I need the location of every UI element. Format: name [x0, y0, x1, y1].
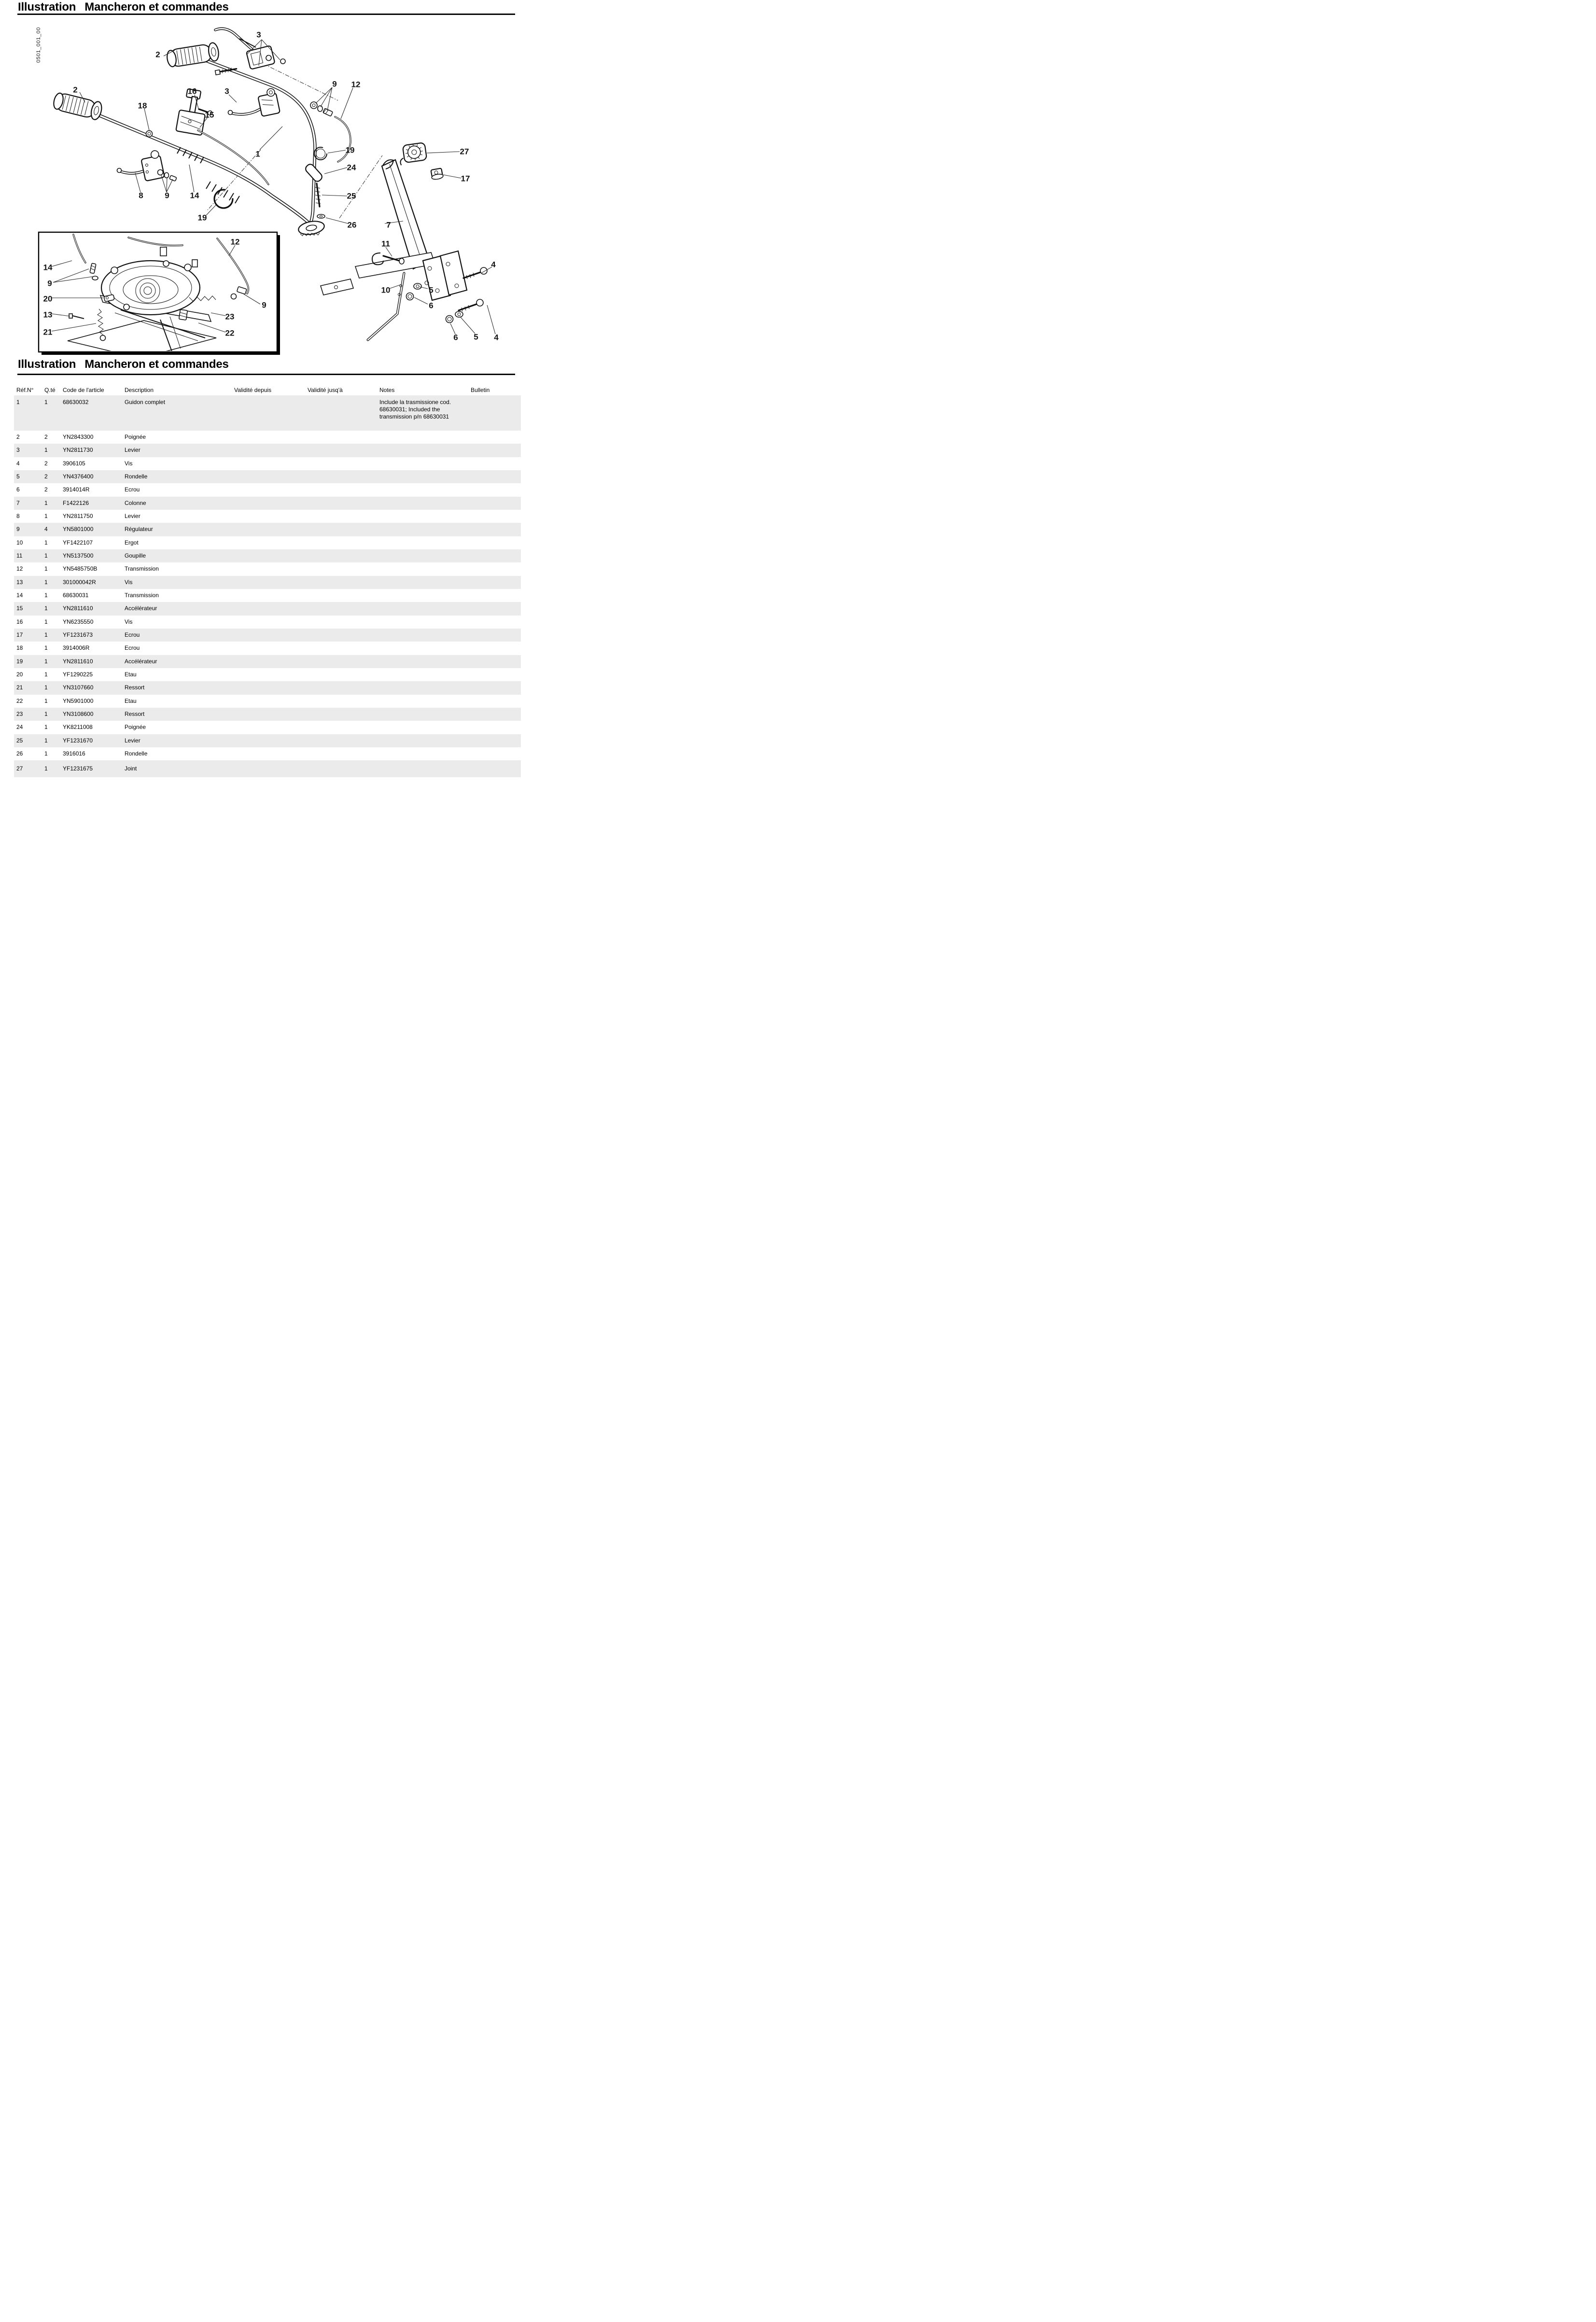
table-cell: 1: [44, 657, 48, 665]
table-cell: YF1231675: [63, 765, 93, 772]
lower-handle-parts: [297, 163, 325, 238]
table-cell: YN3107660: [63, 684, 94, 691]
table-cell: 1: [44, 644, 48, 652]
grip-left: [52, 91, 103, 121]
table-cell: 2: [44, 434, 48, 441]
table-cell: 23: [16, 711, 23, 718]
callout-number: 2: [155, 50, 160, 59]
table-cell: 1: [44, 605, 48, 612]
handlebar-tube: [61, 50, 315, 226]
col-qty: Q.té: [44, 386, 56, 393]
table-cell: 1: [44, 552, 48, 560]
table-row: [14, 655, 521, 668]
table-cell: YN3108600: [63, 711, 94, 718]
table-cell: YN2811610: [63, 657, 93, 665]
table-cell: 1: [44, 399, 48, 406]
table-cell: 22: [16, 697, 23, 704]
table-row: [14, 747, 521, 760]
table-cell: 13: [16, 578, 23, 586]
table-cell: 7: [16, 499, 20, 506]
callout-number: 9: [165, 191, 169, 200]
table-cell: YN5901000: [63, 697, 94, 704]
table-cell: YF1422107: [63, 539, 93, 546]
table-cell: 301000042R: [63, 578, 96, 586]
callout-number: 27: [460, 147, 469, 156]
callout-number: 5: [429, 285, 434, 295]
table-cell: 1: [44, 737, 48, 744]
table-cell: 3: [16, 447, 20, 454]
table-cell: 2: [44, 473, 48, 480]
callout-number: 5: [474, 332, 478, 342]
table-cell: Vis: [125, 578, 133, 586]
table-cell: 10: [16, 539, 23, 546]
table-row: [14, 523, 521, 536]
callout-number: 8: [139, 191, 143, 200]
callout-number: 13: [43, 310, 53, 320]
callout-number: 9: [332, 79, 337, 89]
table-row: [14, 708, 521, 721]
table-row: [14, 510, 521, 523]
table-row: [14, 642, 521, 655]
callout-number: 23: [225, 312, 235, 322]
callout-number: 14: [190, 191, 199, 200]
callout-number: 19: [345, 145, 355, 155]
serrated-cap: [398, 142, 427, 165]
table-body: [14, 395, 521, 777]
table-cell: 3916016: [63, 750, 85, 757]
table-cell: 21: [16, 684, 23, 691]
table-cell: 24: [16, 724, 23, 731]
table-cell: 20: [16, 671, 23, 678]
table-row: [14, 549, 521, 562]
column: [382, 160, 429, 269]
callout-number: 1: [255, 149, 260, 159]
table-cell: 1: [44, 765, 48, 772]
table-cell: 1: [44, 592, 48, 599]
callout-number: 3: [256, 30, 261, 40]
table-cell: Etau: [125, 671, 137, 678]
col-bulletin: Bulletin: [471, 386, 490, 393]
callout-number: 21: [43, 327, 53, 337]
table-cell: 1: [44, 631, 48, 639]
table-cell: 68630032: [63, 399, 89, 406]
table-cell: YN6235550: [63, 618, 94, 625]
table-cell: 2: [44, 460, 48, 467]
table-cell: Joint: [125, 765, 137, 772]
section-title-label: Illustration: [18, 358, 76, 371]
table-cell: Levier: [125, 513, 140, 520]
table-cell: YN5137500: [63, 552, 94, 560]
table-row: [14, 470, 521, 483]
table-cell: Ecrou: [125, 644, 140, 652]
callout-number: 19: [197, 213, 207, 223]
table-cell: 2: [16, 434, 20, 441]
table-row: [14, 589, 521, 602]
table-cell: YF1231673: [63, 631, 93, 639]
callout-number: 11: [381, 239, 390, 249]
callout-number: 26: [347, 220, 357, 230]
callout-number: 18: [138, 101, 147, 111]
table-cell: Vis: [125, 460, 133, 467]
table-row: [14, 668, 521, 681]
parts-table: [14, 385, 521, 777]
table-row: [14, 536, 521, 549]
page-title-text: Mancheron et commandes: [84, 0, 229, 14]
table-header: [14, 385, 521, 395]
table-row: [14, 562, 521, 575]
clamp-center: [206, 182, 239, 208]
table-row: [14, 497, 521, 510]
table-cell: 1: [44, 499, 48, 506]
table-cell: YN2811610: [63, 605, 93, 612]
table-cell: 3914006R: [63, 644, 90, 652]
table-cell: Levier: [125, 737, 140, 744]
callout-number: 14: [43, 263, 53, 272]
table-cell: YF1231670: [63, 737, 93, 744]
table-row: [14, 431, 521, 444]
table-cell: Levier: [125, 447, 140, 454]
table-cell: 2: [44, 486, 48, 493]
table-cell: 1: [16, 399, 20, 406]
table-cell: 6: [16, 486, 20, 493]
table-cell: 1: [44, 578, 48, 586]
table-cell: 14: [16, 592, 23, 599]
callout-number: 15: [205, 110, 214, 120]
table-cell: 16: [16, 618, 23, 625]
table-row: [14, 576, 521, 589]
callout-number: 10: [381, 285, 391, 295]
col-valid-to: Validité jusq'à: [308, 386, 343, 393]
table-cell: YN2811730: [63, 447, 93, 454]
catalog-page: [0, 0, 532, 774]
table-cell: 5: [16, 473, 20, 480]
cap-nut: [430, 168, 443, 180]
callout-number: 3: [224, 86, 229, 96]
table-cell: YN5801000: [63, 526, 94, 533]
callout-number: 20: [43, 294, 53, 304]
col-code: Code de l'article: [63, 386, 104, 393]
table-cell: 1: [44, 539, 48, 546]
table-row: [14, 695, 521, 708]
table-cell: 19: [16, 657, 23, 665]
callout-number: 4: [494, 333, 499, 342]
table-cell: 25: [16, 737, 23, 744]
table-row: [14, 721, 521, 734]
callout-number: 12: [351, 80, 361, 89]
table-cell: 8: [16, 513, 20, 520]
table-cell: 3906105: [63, 460, 85, 467]
lever-left: [117, 150, 165, 181]
callout-number: 6: [453, 333, 458, 342]
table-row: [14, 760, 521, 777]
table-cell: 11: [16, 552, 23, 560]
callout-number: 17: [461, 174, 470, 183]
regulator-fasteners-top: [310, 102, 333, 116]
table-cell: Colonne: [125, 499, 146, 506]
table-row: [14, 444, 521, 457]
callout-number: 6: [429, 301, 434, 310]
throttle-assembly: [146, 88, 269, 184]
table-cell: Include la trasmissione cod. 68630031; Included the transmission p/n 68630031: [379, 399, 451, 420]
table-cell: 68630031: [63, 592, 89, 599]
table-row: [14, 457, 521, 470]
table-cell: 4: [16, 460, 20, 467]
table-cell: Ecrou: [125, 631, 140, 639]
table-cell: Accélérateur: [125, 605, 157, 612]
table-cell: 1: [44, 565, 48, 573]
table-cell: 1: [44, 697, 48, 704]
table-cell: Poignée: [125, 724, 146, 731]
table-cell: 15: [16, 605, 23, 612]
table-cell: YN2843300: [63, 434, 94, 441]
table-cell: 1: [44, 724, 48, 731]
table-cell: 12: [16, 565, 23, 573]
table-cell: Rondelle: [125, 750, 148, 757]
table-cell: Accélérateur: [125, 657, 157, 665]
table-cell: 17: [16, 631, 23, 639]
callout-number: 16: [187, 86, 197, 96]
col-notes: Notes: [379, 386, 395, 393]
callout-number: 4: [491, 260, 496, 269]
section-title: [18, 358, 229, 371]
callout-number: 24: [347, 163, 356, 172]
table-cell: Goupille: [125, 552, 146, 560]
table-cell: YN5485750B: [63, 565, 98, 573]
table-cell: 1: [44, 671, 48, 678]
table-row: [14, 483, 521, 496]
table-row: [14, 681, 521, 694]
table-cell: YF1290225: [63, 671, 93, 678]
table-cell: 3914014R: [63, 486, 90, 493]
table-row: [14, 629, 521, 642]
table-row: [14, 734, 521, 747]
section-divider: [17, 374, 515, 375]
table-cell: YK8211008: [63, 724, 93, 731]
transmission-cable-right: [335, 117, 350, 162]
callout-number: 2: [73, 85, 78, 95]
table-cell: 18: [16, 644, 23, 652]
table-cell: Transmission: [125, 592, 159, 599]
page-title-label: Illustration: [18, 0, 76, 14]
table-cell: Etau: [125, 697, 137, 704]
table-cell: 26: [16, 750, 23, 757]
section-title-text: Mancheron et commandes: [84, 358, 229, 371]
table-cell: Ergot: [125, 539, 139, 546]
table-cell: 4: [44, 526, 48, 533]
table-cell: 1: [44, 750, 48, 757]
table-cell: Ressort: [125, 711, 145, 718]
table-cell: Ecrou: [125, 486, 140, 493]
table-cell: Ressort: [125, 684, 145, 691]
callout-number: 9: [262, 300, 266, 310]
table-row: [14, 395, 521, 431]
col-description: Description: [125, 386, 154, 393]
callout-number: 12: [230, 237, 240, 247]
table-cell: 1: [44, 711, 48, 718]
table-cell: 1: [44, 684, 48, 691]
table-cell: 1: [44, 447, 48, 454]
table-cell: 9: [16, 526, 20, 533]
table-cell: 1: [44, 618, 48, 625]
callout-number: 25: [347, 191, 356, 201]
table-row: [14, 602, 521, 615]
table-cell: YN2811750: [63, 513, 93, 520]
col-ref: Réf.N°: [16, 386, 34, 393]
table-cell: Rondelle: [125, 473, 148, 480]
ergot-rod: [368, 273, 404, 340]
table-cell: YN4376400: [63, 473, 94, 480]
callout-number: 7: [386, 220, 391, 230]
table-cell: Vis: [125, 618, 133, 625]
table-cell: F1422126: [63, 499, 89, 506]
table-cell: Guidon complet: [125, 399, 166, 406]
table-cell: Transmission: [125, 565, 159, 573]
table-cell: 1: [44, 513, 48, 520]
table-cell: Poignée: [125, 434, 146, 441]
callout-number: 9: [47, 279, 52, 288]
table-row: [14, 615, 521, 629]
callout-number: 22: [225, 328, 235, 338]
drawing-code: 0501_001_00: [36, 27, 42, 63]
col-valid-from: Validité depuis: [234, 386, 272, 393]
table-cell: Régulateur: [125, 526, 153, 533]
parts-diagram: [0, 0, 532, 357]
table-cell: 27: [16, 765, 23, 772]
